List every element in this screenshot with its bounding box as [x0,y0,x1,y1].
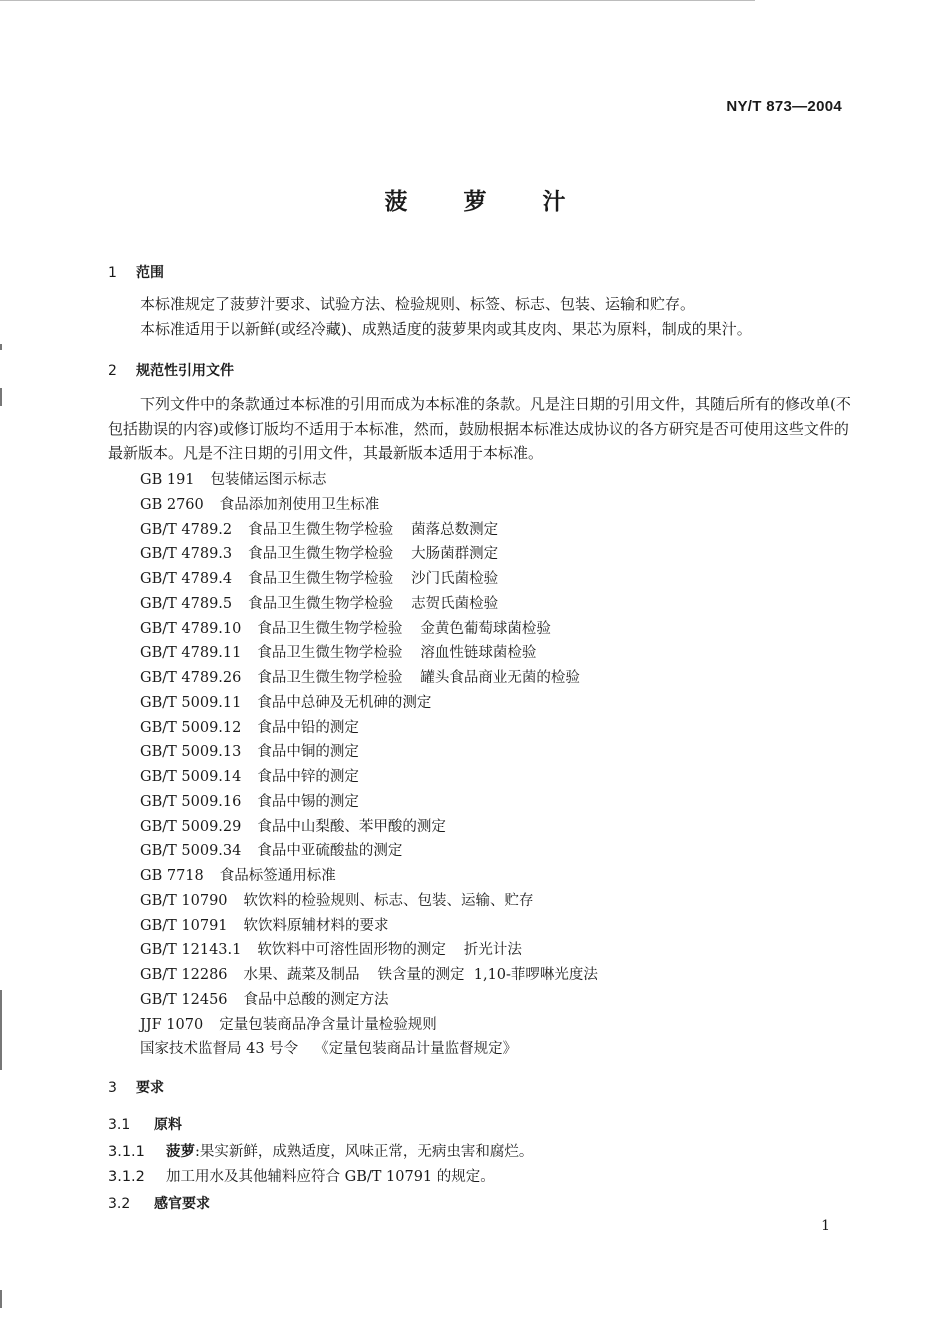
reference-item [140,592,498,613]
reference-code: GB/T 5009.34 [140,843,242,860]
clause-number: 3.1.2 [108,1169,145,1185]
reference-item [140,641,536,662]
reference-item [140,988,389,1009]
reference-code: GB/T 4789.11 [140,645,242,662]
reference-subtitle: 大肠菌群测定 [411,546,499,563]
clause-3-1-heading [108,1114,182,1134]
section-number: 3 [108,1080,117,1096]
reference-item [140,666,580,687]
section-2-intro: 下列文件中的条款通过本标准的引用而成为本标准的条款。凡是注日期的引用文件，其随后所有的修改单(不包括勘误的内容)或修订版均不适用于本标准，然而，鼓励根据本标准达成协议的各方研究是否可使用这些文件的最新版本。凡是不注日期的引用文件，其最新版本适用于本标准。 [108,395,851,462]
reference-code: GB/T 4789.26 [140,670,242,686]
section-1-paragraph: 本标准适用于以新鲜(或经冷藏)、成熟适度的菠萝果肉或其皮肉、果芯为原料，制成的果汁。 [140,320,752,338]
reference-title: 食品卫生微生物学检验 [257,645,403,662]
reference-code: GB/T 4789.4 [140,571,233,587]
reference-title: 食品中锌的测定 [257,769,359,785]
reference-title: 《定量包装商品计量监督规定》 [314,1041,518,1058]
reference-subtitle: 志贺氏菌检验 [411,595,499,612]
reference-code: GB/T 4789.10 [140,620,242,637]
reference-title: 食品卫生微生物学检验 [248,595,394,612]
reference-code: GB/T 4789.2 [140,521,233,538]
reference-subtitle: 折光计法 [463,942,522,959]
reference-title: 食品中总酸的测定方法 [243,991,389,1008]
reference-item [140,1013,437,1034]
reference-code: GB 7718 [140,868,204,884]
reference-subtitle: 溶血性链球菌检验 [420,645,537,662]
reference-item [140,716,359,737]
reference-title: 定量包装商品净含量计量检验规则 [219,1016,437,1033]
reference-code: GB 191 [140,472,195,488]
section-1-heading [108,262,164,282]
reference-subtitle: 菌落总数测定 [411,521,499,538]
reference-item [140,740,359,761]
clause-number: 3.1.1 [108,1144,145,1160]
reference-item [140,468,327,489]
clause-number: 3.2 [108,1196,131,1212]
reference-title: 食品卫生微生物学检验 [257,620,403,637]
clause-text: 加工用水及其他辅料应符合 GB/T 10791 的规定。 [166,1169,495,1185]
section-number: 1 [108,265,117,281]
reference-code: JJF 1070 [140,1016,204,1033]
section-title: 范围 [136,265,164,281]
clause-3-2-heading [108,1193,210,1213]
section-3-heading [108,1077,164,1097]
reference-item [140,839,402,860]
reference-item [140,815,446,836]
reference-item [140,765,359,786]
reference-item [140,1037,517,1058]
reference-title: 软饮料的检验规则、标志、包装、运输、贮存 [243,892,534,909]
reference-item [140,518,498,539]
clause-title: 感官要求 [154,1196,210,1212]
clause-3-1-2 [108,1165,495,1186]
clause-term: 菠萝 [166,1144,195,1160]
section-1-paragraph: 本标准规定了菠萝汁要求、试验方法、检验规则、标签、标志、包装、运输和贮存。 [140,295,696,313]
section-title: 要求 [136,1080,164,1096]
reference-title: 软饮料原辅材料的要求 [243,917,389,934]
reference-title: 包装储运图示标志 [210,472,327,488]
reference-title: 食品卫生微生物学检验 [257,670,403,686]
reference-title: 食品中锡的测定 [257,793,359,810]
reference-code: GB/T 12143.1 [140,942,242,959]
reference-title: 软饮料中可溶性固形物的测定 [257,942,446,959]
reference-title: 食品中铅的测定 [257,719,359,736]
reference-code: GB/T 5009.13 [140,744,242,761]
scan-edge-mark [0,990,2,1070]
scan-edge-mark [0,388,2,406]
section-2-heading [108,360,234,380]
section-title: 规范性引用文件 [136,363,234,379]
reference-item [140,914,389,935]
reference-code: 国家技术监督局 43 号令 [140,1041,299,1058]
clause-number: 3.1 [108,1117,131,1133]
reference-subtitle: 罐头食品商业无菌的检验 [420,670,580,686]
reference-item [140,493,379,514]
reference-code: GB/T 12456 [140,991,228,1008]
standard-code: NY/T 873—2004 [726,98,842,115]
reference-code: GB/T 10791 [140,917,228,934]
section-number: 2 [108,363,117,379]
reference-item [140,617,551,638]
reference-item [140,542,498,563]
reference-item [140,864,336,885]
reference-subtitle: 金黄色葡萄球菌检验 [420,620,551,637]
reference-code: GB/T 5009.12 [140,719,242,736]
reference-code: GB/T 10790 [140,892,228,909]
reference-title: 食品卫生微生物学检验 [248,521,394,538]
reference-title: 水果、蔬菜及制品 [243,967,360,983]
top-rule [0,0,755,1]
reference-title: 食品卫生微生物学检验 [248,571,394,587]
document-title: 菠 萝 汁 [384,189,590,215]
clause-3-1-1 [108,1140,533,1161]
reference-subtitle: 沙门氏菌检验 [411,571,499,587]
reference-title: 食品标签通用标准 [219,868,336,884]
reference-code: GB/T 12286 [140,967,228,983]
reference-item [140,691,431,712]
page-number: 1 [821,1218,830,1234]
reference-code: GB/T 5009.11 [140,694,242,711]
reference-item [140,938,522,959]
scan-edge-mark [0,344,2,350]
reference-subtitle: 铁含量的测定 1,10-菲啰啉光度法 [377,967,598,983]
reference-code: GB/T 4789.3 [140,546,233,563]
reference-item [140,889,534,910]
reference-title: 食品中总砷及无机砷的测定 [257,694,432,711]
reference-code: GB/T 5009.16 [140,793,242,810]
clause-text: :果实新鲜，成熟适度，风味正常，无病虫害和腐烂。 [195,1144,534,1160]
reference-code: GB 2760 [140,496,204,513]
reference-title: 食品中铜的测定 [257,744,359,761]
reference-item [140,567,498,588]
reference-item [140,790,359,811]
reference-code: GB/T 5009.14 [140,769,242,785]
reference-title: 食品中山梨酸、苯甲酸的测定 [257,818,446,835]
reference-code: GB/T 5009.29 [140,818,242,835]
reference-title: 食品中亚硫酸盐的测定 [257,843,403,860]
reference-item [140,963,598,984]
scan-edge-mark [0,1290,2,1308]
clause-title: 原料 [154,1117,182,1133]
reference-title: 食品卫生微生物学检验 [248,546,394,563]
reference-title: 食品添加剂使用卫生标准 [219,496,380,513]
reference-code: GB/T 4789.5 [140,595,233,612]
